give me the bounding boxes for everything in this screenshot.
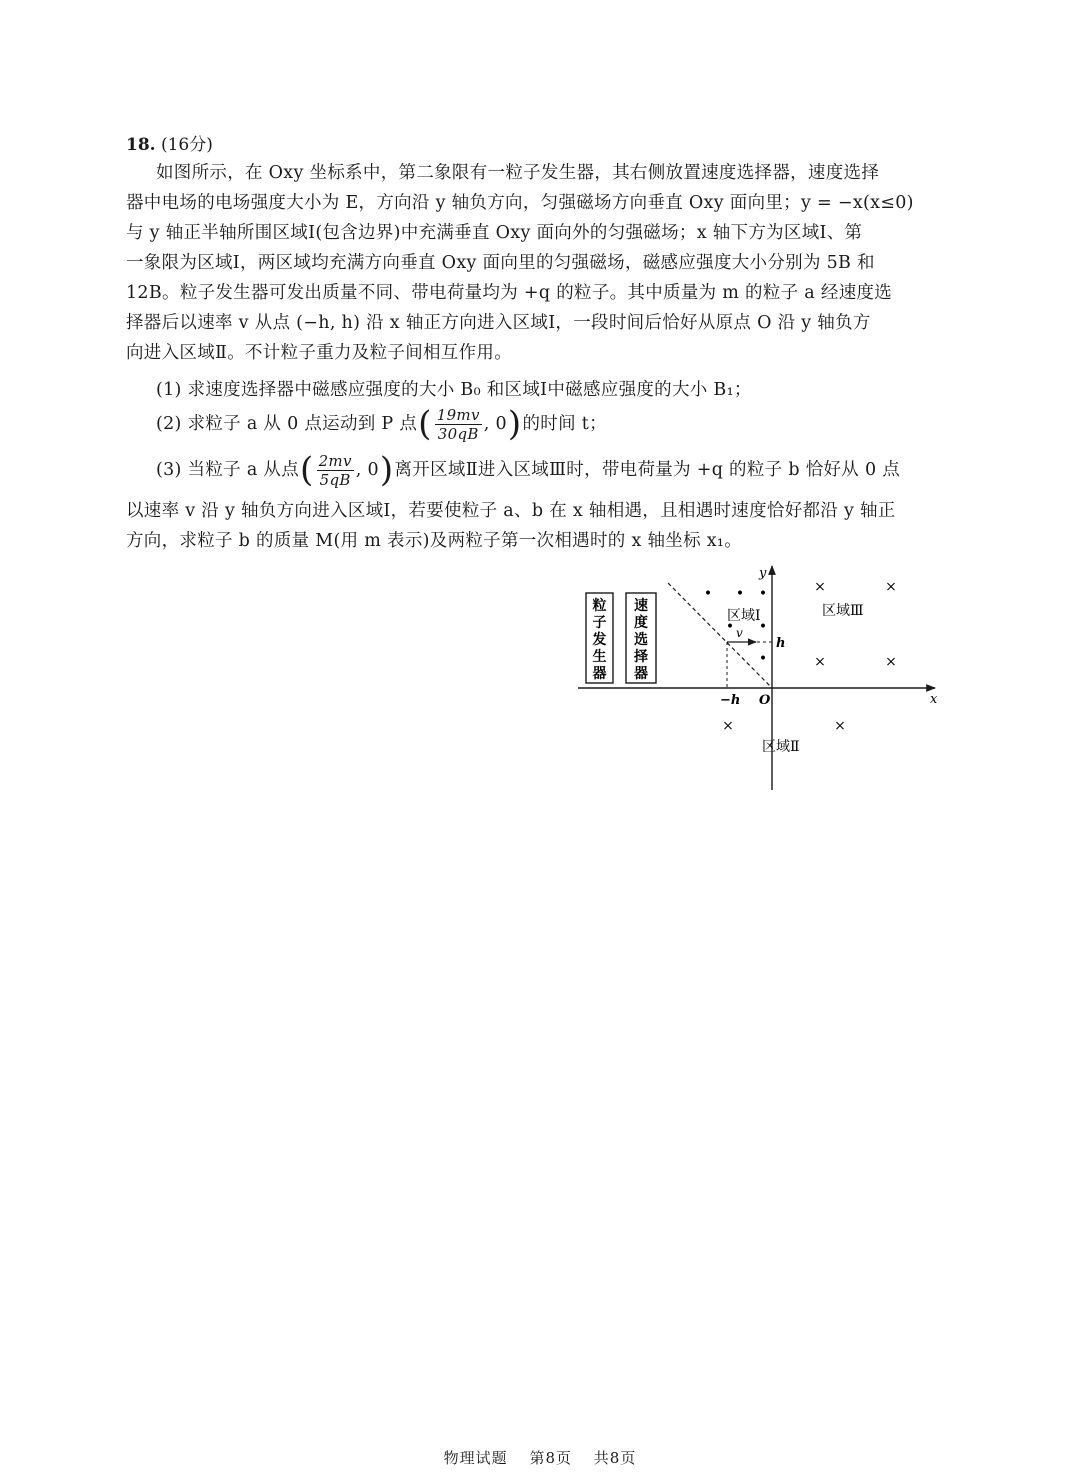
page-footer <box>0 1447 1080 1468</box>
selector-char: 择 <box>634 649 648 665</box>
part3-line: 以速率 v 沿 y 轴负方向进入区域Ⅰ，若要使粒子 a、b 在 x 轴相遇，且相遇时速度恰好都沿 y 轴正 <box>126 501 896 521</box>
part2-text: (2) 求粒子 a 从 0 点运动到 P 点 <box>156 414 418 434</box>
intro-line: 与 y 轴正半轴所围区域Ⅰ(包含边界)中充满垂直 Oxy 面向外的匀强磁场；x 轴下方为区域Ⅰ、第 <box>126 223 863 243</box>
question-number: 18. <box>126 135 156 155</box>
intro-line: 一象限为区域Ⅰ，两区域均充满方向垂直 Oxy 面向里的匀强磁场，磁感应强度大小分别为 5B 和 <box>126 253 875 273</box>
fraction-denominator: 30qB <box>437 424 479 443</box>
intro-line: 器中电场的电场强度大小为 E，方向沿 y 轴负方向，匀强磁场方向垂直 Oxy 面向里；y = −x(x≤0) <box>126 193 914 213</box>
part1-text: (1) 求速度选择器中磁感应强度的大小 B₀ 和区域Ⅰ中磁感应强度的大小 B₁； <box>156 380 752 400</box>
physics-figure <box>570 560 950 800</box>
generator-char: 器 <box>592 666 607 682</box>
region-1-label: 区域Ⅰ <box>727 608 761 624</box>
generator-char: 子 <box>592 615 607 631</box>
field-out-dot: • <box>758 586 768 602</box>
field-out-dot: • <box>703 586 713 602</box>
generator-char: 粒 <box>592 598 607 614</box>
question-header <box>126 130 213 155</box>
question-points: (16分) <box>160 135 213 155</box>
paren-open: ( <box>418 404 432 444</box>
field-in-cross: × <box>814 579 826 595</box>
footer-page: 第8页 <box>529 1449 572 1467</box>
question-part-2 <box>126 398 958 450</box>
fraction <box>435 406 482 443</box>
x-axis-label: x <box>930 692 938 707</box>
fraction-numerator: 2mv <box>318 451 352 470</box>
question-intro <box>126 158 958 368</box>
part3-text-after: 离开区域Ⅱ进入区域Ⅲ时，带电荷量为 +q 的粒子 b 恰好从 0 点 <box>394 460 901 480</box>
field-out-dot: • <box>735 586 745 602</box>
velocity-label: v <box>736 626 743 640</box>
question-part-3 <box>126 444 958 556</box>
coord-tail: , 0 <box>483 414 507 434</box>
generator-char: 生 <box>592 649 607 665</box>
fraction-denominator: 5qB <box>319 470 351 489</box>
y-axis-label: y <box>759 566 767 581</box>
intro-line: 如图所示，在 Oxy 坐标系中，第二象限有一粒子发生器，其右侧放置速度选择器，速度选择 <box>156 163 880 183</box>
field-in-cross: × <box>814 654 826 670</box>
field-out-dot: • <box>758 619 768 635</box>
region-3-label: 区域Ⅲ <box>822 603 864 619</box>
intro-line: 12B。粒子发生器可发出质量不同、带电荷量均为 +q 的粒子。其中质量为 m 的粒子 a 经速度选 <box>126 283 893 303</box>
field-in-cross: × <box>722 718 734 734</box>
generator-char: 发 <box>592 632 607 648</box>
minus-h-label: −h <box>720 693 741 708</box>
selector-char: 度 <box>634 615 648 631</box>
selector-char: 选 <box>634 632 648 648</box>
part3-text: (3) 当粒子 a 从点 <box>156 460 300 480</box>
field-in-cross: × <box>885 654 897 670</box>
selector-char: 器 <box>634 666 648 682</box>
boundary-line <box>668 583 772 688</box>
paren-close: ) <box>379 450 394 490</box>
paren-open: ( <box>300 450 314 490</box>
fraction <box>317 452 354 489</box>
fraction-numerator: 19mv <box>436 405 480 424</box>
intro-line: 向进入区域Ⅱ。不计粒子重力及粒子间相互作用。 <box>126 343 512 363</box>
field-in-cross: × <box>885 579 897 595</box>
field-out-dot: • <box>758 651 768 667</box>
footer-subject: 物理试题 <box>443 1449 508 1467</box>
intro-line: 择器后以速率 v 从点 (−h, h) 沿 x 轴正方向进入区域Ⅰ，一段时间后恰好从原点 O 沿 y 轴负方 <box>126 313 871 333</box>
selector-char: 速 <box>634 598 648 614</box>
coord-tail: , 0 <box>355 460 379 480</box>
origin-label: O <box>759 693 771 708</box>
part2-text-after: 的时间 t； <box>522 414 607 434</box>
part3-line: 方向，求粒子 b 的质量 M(用 m 表示)及两粒子第一次相遇时的 x 轴坐标 x₁。 <box>126 531 743 551</box>
field-out-dot: • <box>725 619 735 635</box>
h-label: h <box>776 636 786 651</box>
region-2-label: 区域Ⅱ <box>762 739 800 755</box>
paren-close: ) <box>507 404 522 444</box>
footer-total: 共8页 <box>593 1449 637 1467</box>
field-in-cross: × <box>834 718 846 734</box>
